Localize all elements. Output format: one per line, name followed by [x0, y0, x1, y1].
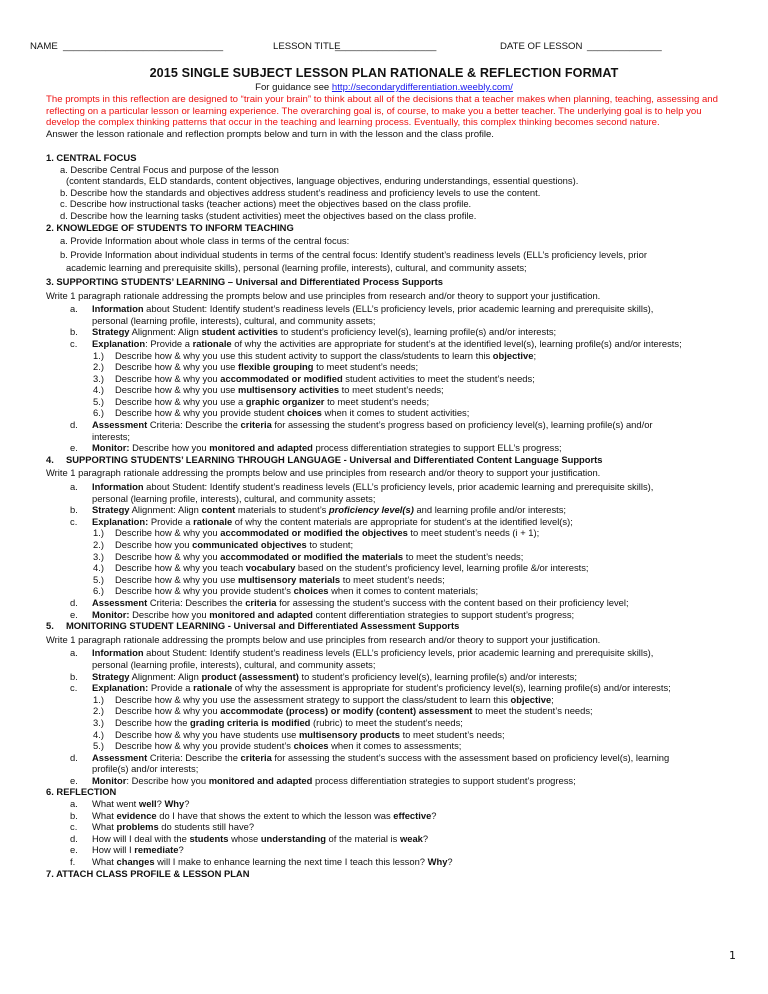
s3-item-b: b. Strategy Alignment: Align student activities to student’s proficiency level(s), learning profile(s) and/or interests;	[70, 326, 557, 338]
date-of-lesson-label: DATE OF LESSON	[500, 41, 583, 52]
s3-item-c: c. Explanation: Provide a rationale of why the activities are appropriate for student’s at the identified level(s), learning profile(s) and/or interests;	[70, 337, 682, 349]
s2-item-b-cont: academic learning and prerequisite skills), personal (learning profile, interests), cultural, and community assets;	[66, 262, 527, 274]
s3-instruction: Write 1 paragraph rationale addressing the prompts below and use principles from research and/or theory to support your justification.	[46, 289, 601, 301]
s5-item-d: d. Assessment Criteria: Describe the criteria for assessing the student’s success with the assessment based on proficiency level(s), learning profile(s) and/or interests;	[70, 751, 670, 775]
section-5-heading: 5. MONITORING STUDENT LEARNING - Universal and Differentiated Assessment Supports	[46, 620, 460, 632]
s1-item-d: d. Describe how the learning tasks (student activities) meet the objectives based on the class profile.	[60, 209, 477, 221]
s5-item-b: b. Strategy Alignment: Align product (assessment) to student’s proficiency level(s), learning profile(s) and/or interests;	[70, 670, 577, 682]
section-2-heading: 2. KNOWLEDGE OF STUDENTS TO INFORM TEACHING	[46, 221, 294, 233]
s4-subitem-1: 1.) Describe how & why you accommodated or modified the objectives to meet student’s needs (i + 1);	[93, 527, 540, 539]
s4-item-e: e. Monitor: Describe how you monitored and adapted content differentiation strategies to support student’s progress;	[70, 608, 575, 620]
s3-subitem-5: 5.) Describe how & why you use a graphic organizer to meet student’s needs;	[93, 395, 430, 407]
s6-item-c: c. What problems do students still have?	[70, 821, 255, 833]
section-7-heading: 7. ATTACH CLASS PROFILE & LESSON PLAN	[46, 867, 250, 879]
s4-subitem-5: 5.) Describe how & why you use multisensory materials to meet student’s needs;	[93, 573, 445, 585]
s3-subitem-2: 2.) Describe how & why you use flexible grouping to meet student’s needs;	[93, 361, 419, 373]
page-number: 1	[729, 949, 736, 962]
section-1-heading: 1. CENTRAL FOCUS	[46, 152, 137, 163]
s3-item-a: a. Information about Student: Identify student’s readiness levels (ELL’s proficiency levels, prior academic learning and prerequisite skills), personal (learning profile, interests), cultural, and community assets;	[70, 303, 654, 326]
s1-item-a: a. Describe Central Focus and purpose of the lesson	[60, 163, 279, 175]
s5-subitem-2: 2.) Describe how & why you accommodate (process) or modify (content) assessment to meet the student’s needs;	[93, 705, 593, 717]
section-6-heading: 6. REFLECTION	[46, 786, 117, 798]
s5-subitem-5: 5.) Describe how & why you provide student’s choices when it comes to assessments;	[93, 740, 462, 752]
answer-instruction: Answer the lesson rationale and reflection prompts below and turn in with the lesson and the class profile.	[46, 129, 494, 140]
guidance-prefix: For guidance see	[255, 82, 332, 93]
lesson-title-label: LESSON TITLE	[273, 41, 341, 52]
s3-subitem-3: 3.) Describe how & why you accommodated or modified student activities to meet the student’s needs;	[93, 372, 535, 384]
s2-item-a: a. Provide Information about whole class in terms of the central focus:	[60, 235, 350, 247]
s5-subitem-1: 1.) Describe how & why you use the assessment strategy to support the class/student to learn this objective;	[93, 693, 554, 705]
s4-instruction: Write 1 paragraph rationale addressing the prompts below and use principles from research and/or theory to support your justification.	[46, 467, 601, 479]
s2-item-b: b. Provide Information about individual students in terms of the central focus: Identify student’s readiness levels (ELL’s proficiency levels, prior	[60, 248, 647, 260]
s3-subitem-6: 6.) Describe how & why you provide student choices when it comes to student activities;	[93, 407, 470, 419]
guidance-link[interactable]: http://secondarydifferentiation.weebly.com/	[331, 82, 513, 93]
s3-item-e: e. Monitor: Describe how you monitored and adapted process differentiation strategies to support ELL’s progress;	[70, 442, 562, 454]
s1-item-b: b. Describe how the standards and objectives address student’s readiness and proficiency levels to use the content.	[60, 186, 541, 198]
lesson-title-field[interactable]: ___________________	[335, 41, 437, 52]
guidance-line	[0, 82, 768, 93]
s4-subitem-2: 2.) Describe how you communicated objectives to student;	[93, 539, 354, 550]
intro-paragraph: The prompts in this reflection are designed to “train your brain” to think about all of the decisions that a teacher makes when planning, teaching, assessing and reflecting on a particular lesson or learning experience. The overarching goal is, of course, to make you a better teacher. The underlying goal is to help you develop the complex thinking patterns that occur in the teaching and learning process. Eventually, this complex thinking becomes second nature.	[46, 94, 718, 129]
s6-item-f: f. What changes will I make to enhance learning the next time I teach this lesson? Why?	[70, 856, 453, 868]
s4-item-b: b. Strategy Alignment: Align content materials to student’s proficiency level(s) and learning profile and/or interests;	[70, 504, 567, 516]
prompts-content	[46, 152, 736, 879]
s5-item-e: e. Monitor: Describe how you monitored and adapted process differentiation strategies to support student’s progress;	[70, 774, 576, 786]
s1-item-a-sub: (content standards, ELD standards, content objectives, language objectives, enduring understandings, essential questions).	[66, 175, 579, 187]
s6-item-d: d. How will I deal with the students whose understanding of the material is weak?	[70, 832, 429, 844]
s5-item-a: a. Information about Student: Identify student’s readiness levels (ELL’s proficiency levels, prior academic learning and prerequisite skills), personal (learning profile, interests), cultural, and community assets;	[70, 647, 654, 670]
page-title: 2015 SINGLE SUBJECT LESSON PLAN RATIONALE & REFLECTION FORMAT	[149, 66, 619, 80]
s5-item-c: c. Explanation: Provide a rationale of why the assessment is appropriate for student’s proficiency level(s), learning profile(s) and/or interests;	[70, 682, 671, 694]
s4-item-a: a. Information about Student: Identify student’s readiness levels (ELL’s proficiency levels, prior academic learning and prerequisite skills), personal (learning profile, interests), cultural, and community assets;	[70, 481, 654, 504]
name-label: NAME	[30, 41, 58, 52]
name-field[interactable]: ______________________________	[63, 41, 224, 52]
s6-item-e: e. How will I remediate?	[70, 844, 184, 856]
date-of-lesson-field[interactable]: ______________	[587, 41, 662, 52]
section-3-heading: 3. SUPPORTING STUDENTS’ LEARNING – Universal and Differentiated Process Supports	[46, 275, 443, 287]
s4-item-c: c. Explanation: Provide a rationale of why the content materials are appropriate for student’s at the identified level(s);	[70, 515, 573, 527]
s3-subitem-4: 4.) Describe how & why you use multisensory activities to meet student’s needs;	[93, 384, 444, 396]
s3-subitem-1: 1.) Describe how & why you use this student activity to support the class/students to learn this objective;	[93, 349, 537, 361]
s6-item-a: a. What went well? Why?	[70, 798, 190, 810]
s1-item-c: c. Describe how instructional tasks (teacher actions) meet the objectives based on the class profile.	[60, 198, 472, 210]
section-4-heading: 4. SUPPORTING STUDENTS’ LEARNING THROUGH LANGUAGE - Universal and Differentiated Content Language Supports	[46, 453, 603, 465]
s4-subitem-6: 6.) Describe how & why you provide student’s choices when it comes to content materials;	[93, 585, 479, 597]
s5-subitem-4: 4.) Describe how & why you have students use multisensory products to meet student’s needs;	[93, 728, 505, 740]
s5-instruction: Write 1 paragraph rationale addressing the prompts below and use principles from research and/or theory to support your justification.	[46, 633, 601, 645]
s4-subitem-3: 3.) Describe how & why you accommodated or modified the materials to meet the student’s needs;	[93, 550, 524, 562]
s6-item-b: b. What evidence do I have that shows the extent to which the lesson was effective?	[70, 809, 437, 821]
s3-item-d: d. Assessment Criteria: Describe the criteria for assessing the student’s progress based on proficiency level(s), learning profile(s) and/or interests;	[70, 419, 653, 442]
s4-item-d: d. Assessment Criteria: Describes the criteria for assessing the student’s success with the content based on their proficiency level;	[70, 596, 629, 608]
s5-subitem-3: 3.) Describe how the grading criteria is modified (rubric) to meet the student’s needs;	[93, 716, 463, 728]
s4-subitem-4: 4.) Describe how & why you teach vocabulary based on the student’s proficiency level, learning profile &/or interests;	[93, 562, 589, 574]
